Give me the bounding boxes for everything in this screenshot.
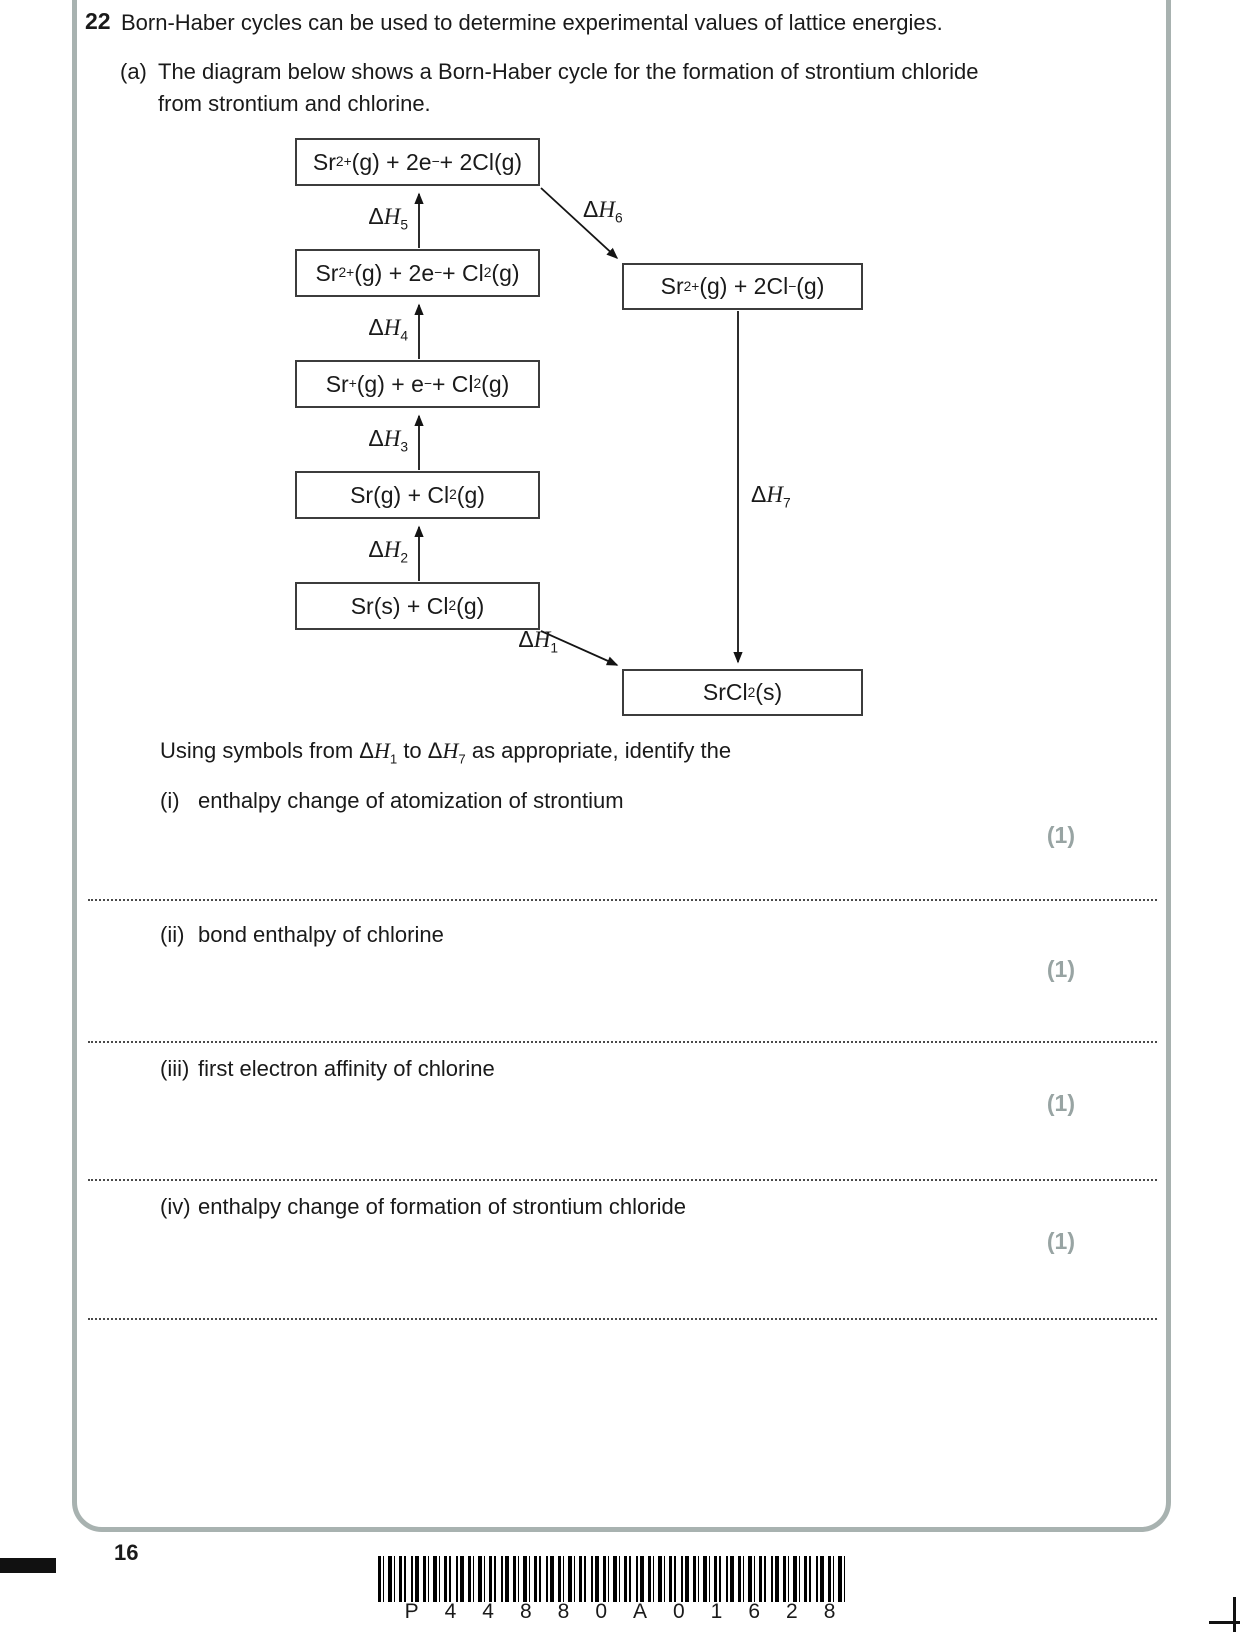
binding-mark <box>0 1558 56 1573</box>
part-i <box>160 788 1060 814</box>
part-iv <box>160 1194 1060 1220</box>
box-sr-s-cl2-g: Sr(s) + Cl 2 (g) <box>295 582 540 630</box>
box-srplus-e-cl2-g: Sr + (g) + e − + Cl 2 (g) <box>295 360 540 408</box>
part-a-label: (a) <box>120 59 147 84</box>
part-i-label: (i) <box>160 788 180 813</box>
answer-line-3[interactable] <box>88 1159 1157 1181</box>
part-iii <box>160 1056 1060 1082</box>
question-intro: Born-Haber cycles can be used to determine experimental values of lattice energies. <box>121 10 943 35</box>
part-ii-mark: (1) <box>1046 956 1075 982</box>
answer-line-2[interactable] <box>88 1021 1157 1043</box>
part-i-text: enthalpy change of atomization of strontium <box>198 788 624 813</box>
part-a-line2: from strontium and chlorine. <box>158 91 431 116</box>
dh4-label: $\Delta H_4$ <box>368 314 408 344</box>
diagram-arrows-layer <box>0 0 1240 760</box>
dh6-label: $\Delta H_6$ <box>583 196 623 226</box>
dh5-label: $\Delta H_5$ <box>368 203 408 233</box>
part-a-line1: The diagram below shows a Born-Haber cycle for the formation of strontium chloride <box>158 59 979 84</box>
part-ii-label: (ii) <box>160 922 185 947</box>
question-number: 22 <box>85 8 111 34</box>
box-sr2plus-2clminus-g: Sr 2+ (g) + 2Cl − (g) <box>622 263 863 310</box>
instruction-text: Using symbols from $\Delta H_1$ to $\Delta H_7$ as appropriate, identify the <box>160 738 732 767</box>
box-srcl2-s: SrCl 2 (s) <box>622 669 863 716</box>
box-sr2plus-2e-2cl-g: Sr 2+ (g) + 2e − + 2Cl(g) <box>295 138 540 186</box>
part-iv-text: enthalpy change of formation of strontium chloride <box>198 1194 686 1219</box>
box-sr-g-cl2-g: Sr(g) + Cl 2 (g) <box>295 471 540 519</box>
part-ii-text: bond enthalpy of chlorine <box>198 922 444 947</box>
part-iii-mark: (1) <box>1046 1090 1075 1116</box>
answer-line-1[interactable] <box>88 879 1157 901</box>
barcode-text: P44880A01628 <box>404 1600 862 1623</box>
part-iii-text: first electron affinity of chlorine <box>198 1056 495 1081</box>
part-i-mark: (1) <box>1046 822 1075 848</box>
dh3-label: $\Delta H_3$ <box>368 425 408 455</box>
barcode <box>378 1556 846 1602</box>
part-iv-mark: (1) <box>1046 1228 1075 1254</box>
box-sr2plus-2e-cl2-g: Sr 2+ (g) + 2e − + Cl 2 (g) <box>295 249 540 297</box>
answer-line-4[interactable] <box>88 1298 1157 1320</box>
part-iv-label: (iv) <box>160 1194 191 1219</box>
part-iii-label: (iii) <box>160 1056 190 1081</box>
dh1-label: $\Delta H_1$ <box>518 626 558 656</box>
dh7-label: $\Delta H_7$ <box>751 481 791 511</box>
page-number: 16 <box>114 1540 139 1565</box>
corner-trim-mark-vertical <box>1233 1597 1236 1632</box>
dh2-label: $\Delta H_2$ <box>368 536 408 566</box>
corner-trim-mark-horizontal <box>1209 1621 1240 1624</box>
part-ii <box>160 922 1060 948</box>
